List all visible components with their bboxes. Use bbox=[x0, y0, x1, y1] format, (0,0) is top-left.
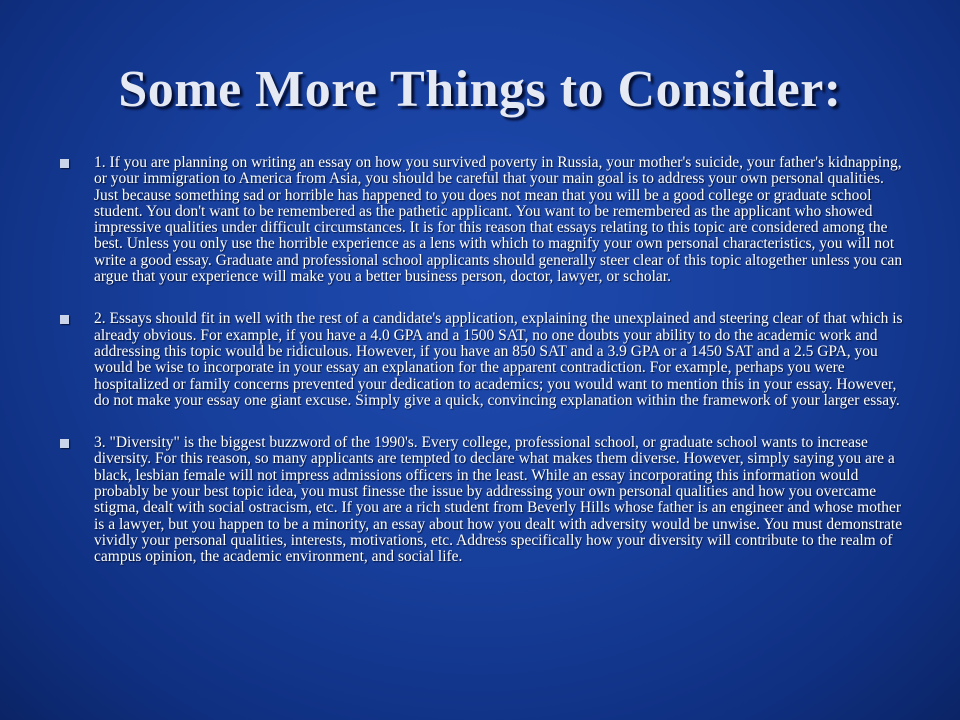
bullet-item-2 bbox=[60, 311, 908, 409]
slide-title: Some More Things to Consider: bbox=[118, 61, 842, 118]
square-bullet-icon bbox=[60, 315, 69, 324]
bullet-text: 1. If you are planning on writing an essay on how you survived poverty in Russia, your mother's suicide, your father's kidnapping, or your immigration to America from Asia, you should be careful that your main goal is to address your own personal qualities. Just because something sad or horrible has happened to you does not mean that you will be a good college or graduate school student. You don't want to be remembered as the pathetic applicant. You want to be remembered as the applicant who showed impressive qualities under difficult circumstances. It is for this reason that essays relating to this topic are considered among the best. Unless you only use the horrible experience as a lens with which to magnify your own personal characteristics, you will not write a good essay. Graduate and professional school applicants should generally steer clear of this topic altogether unless you can argue that your experience will make you a better business person, doctor, lawyer, or scholar. bbox=[94, 154, 903, 286]
square-bullet-icon bbox=[60, 159, 69, 168]
bullet-item-1 bbox=[60, 155, 908, 285]
bullet-list bbox=[60, 155, 908, 566]
bullet-item-3 bbox=[60, 435, 908, 565]
square-bullet-icon bbox=[60, 439, 69, 448]
bullet-text: 3. "Diversity" is the biggest buzzword of the 1990's. Every college, professional school, or graduate school wants to increase diversity. For this reason, so many applicants are tempted to declare what makes them diverse. However, simply saying you are a black, lesbian female will not impress admissions officers in the least. While an essay incorporating this information would probably be your best topic idea, you must finesse the issue by addressing your own personal qualities and how you overcame stigma, dealt with social ostracism, etc. If you are a rich student from Beverly Hills whose father is an engineer and whose mother is a lawyer, but you happen to be a minority, an essay about how you dealt with adversity would be unwise. You must demonstrate vividly your personal qualities, interests, motivations, etc. Address specifically how your diversity will contribute to the realm of campus opinion, the academic environment, and social life. bbox=[94, 434, 903, 566]
bullet-text: 2. Essays should fit in well with the rest of a candidate's application, explaining the unexplained and steering clear of that which is already obvious. For example, if you have a 4.0 GPA and a 1500 SAT, no one doubts your ability to do the academic work and addressing this topic would be ridiculous. However, if you have an 850 SAT and a 3.9 GPA or a 1450 SAT and a 2.5 GPA, you would be wise to incorporate in your essay an explanation for the apparent contradiction. For example, perhaps you were hospitalized or family concerns prevented your dedication to academics; you would want to mention this in your essay. However, do not make your essay one giant excuse. Simply give a quick, convincing explanation within the framework of your larger essay. bbox=[94, 310, 903, 409]
